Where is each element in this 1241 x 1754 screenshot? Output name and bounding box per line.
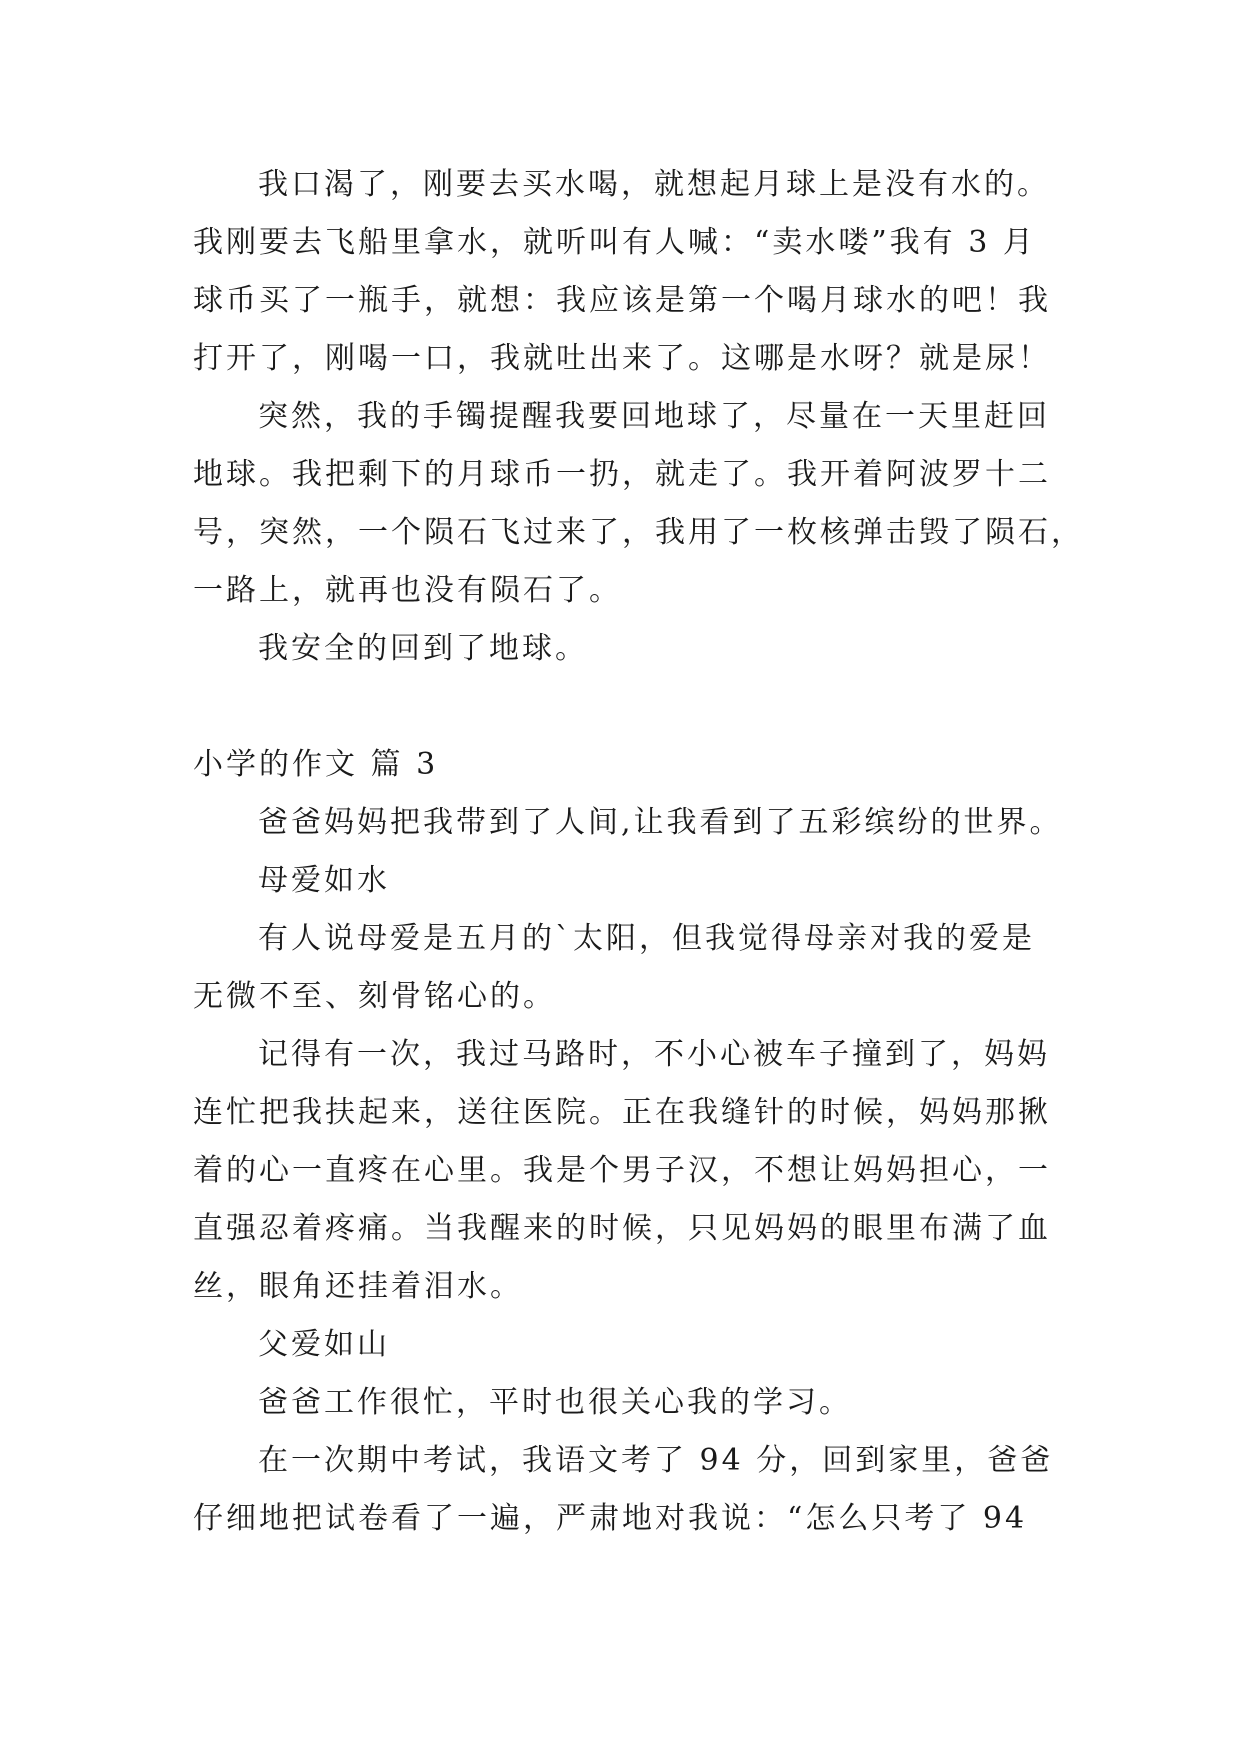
text-line: 仔细地把试卷看了一遍，严肃地对我说：“怎么只考了 94: [193, 1501, 1028, 1536]
text-line: 打开了，刚喝一口，我就吐出来了。这哪是水呀？就是尿！: [193, 341, 1051, 376]
subtitle: 母爱如水: [258, 863, 390, 898]
subtitle: 父爱如山: [258, 1327, 390, 1362]
text-line: 直强忍着疼痛。当我醒来的时候，只见妈妈的眼里布满了血: [193, 1211, 1051, 1246]
paragraph: 我安全的回到了地球。: [258, 631, 588, 666]
text-line: 地球。我把剩下的月球币一扔，就走了。我开着阿波罗十二: [193, 457, 1051, 492]
text-line: 有人说母爱是五月的`太阳，但我觉得母亲对我的爱是: [258, 921, 1035, 956]
text-line: 我刚要去飞船里拿水，就听叫有人喊：“卖水喽”我有 3 月: [193, 225, 1036, 260]
text-line: 连忙把我扶起来，送往医院。正在我缝针的时候，妈妈那揪: [193, 1095, 1051, 1130]
text-line: 无微不至、刻骨铭心的。: [193, 979, 556, 1014]
paragraph: 爸爸工作很忙，平时也很关心我的学习。: [258, 1385, 852, 1420]
text-line: 丝，眼角还挂着泪水。: [193, 1269, 523, 1304]
paragraph: 爸爸妈妈把我带到了人间,让我看到了五彩缤纷的世界。: [258, 805, 1063, 840]
text-line: 在一次期中考试，我语文考了 94 分，回到家里，爸爸: [258, 1443, 1054, 1478]
text-line: 号，突然，一个陨石飞过来了，我用了一枚核弹击毁了陨石，: [193, 515, 1084, 550]
text-line: 一路上，就再也没有陨石了。: [193, 573, 622, 608]
text-line: 记得有一次，我过马路时，不小心被车子撞到了，妈妈: [258, 1037, 1050, 1072]
section-heading: 小学的作文 篇 3: [193, 747, 439, 782]
text-line: 着的心一直疼在心里。我是个男子汉，不想让妈妈担心，一: [193, 1153, 1051, 1188]
text-line: 球币买了一瓶手，就想：我应该是第一个喝月球水的吧！我: [193, 283, 1051, 318]
text-line: 突然，我的手镯提醒我要回地球了，尽量在一天里赶回: [258, 399, 1050, 434]
text-line: 我口渴了，刚要去买水喝，就想起月球上是没有水的。: [258, 167, 1050, 202]
